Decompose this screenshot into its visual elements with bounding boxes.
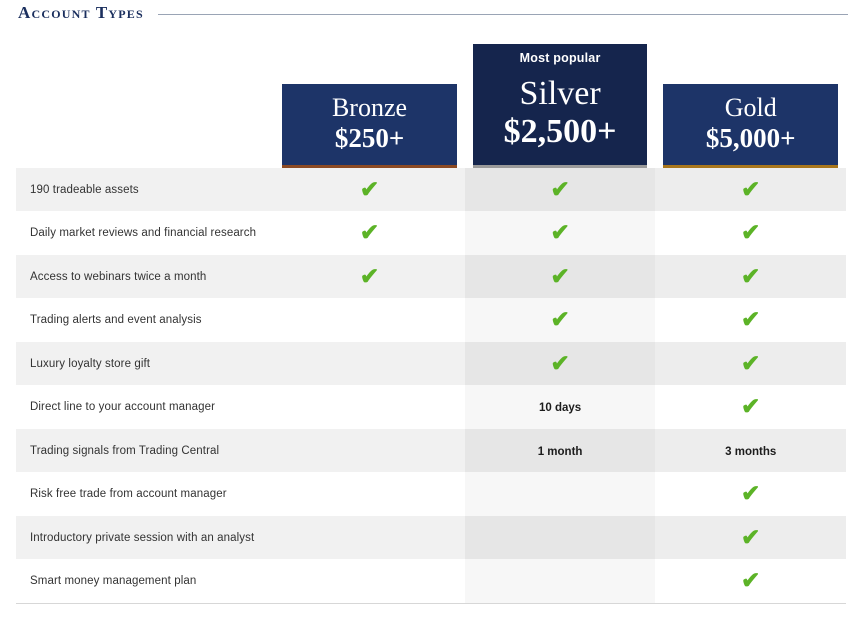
feature-cell-bronze — [274, 429, 465, 473]
plan-underline-bronze — [282, 165, 457, 168]
table-row — [16, 385, 846, 429]
feature-cell-bronze — [274, 298, 465, 342]
feature-cell-gold — [655, 342, 846, 386]
feature-cell-silver — [465, 429, 656, 473]
feature-cell-silver — [465, 298, 656, 342]
feature-label: 190 tradeable assets — [16, 168, 274, 212]
feature-cell-gold — [655, 385, 846, 429]
check-icon: ✔ — [741, 567, 761, 594]
feature-cell-bronze — [274, 385, 465, 429]
feature-label: Direct line to your account manager — [16, 385, 274, 429]
check-icon: ✔ — [741, 393, 761, 420]
pricing-table-section — [0, 26, 864, 604]
feature-cell-gold — [655, 429, 846, 473]
plans-table — [16, 44, 846, 603]
check-icon: ✔ — [741, 175, 761, 202]
page-header — [0, 0, 864, 26]
plan-price-silver: $2,500+ — [503, 112, 617, 150]
plan-name-gold: Gold — [724, 93, 777, 123]
feature-cell-silver — [465, 385, 656, 429]
feature-cell-bronze — [274, 168, 465, 212]
feature-cell-gold — [655, 255, 846, 299]
feature-value-text: 1 month — [537, 445, 583, 458]
check-icon: ✔ — [359, 219, 380, 246]
feature-cell-bronze — [274, 472, 465, 516]
table-row — [16, 255, 846, 299]
feature-cell-gold — [655, 298, 846, 342]
feature-rows — [16, 168, 846, 603]
page-title: Account Types — [18, 3, 144, 22]
feature-cell-gold — [655, 516, 846, 560]
plan-name-silver: Silver — [519, 75, 601, 112]
plan-header-bronze[interactable] — [274, 44, 465, 168]
feature-cell-silver — [465, 255, 656, 299]
check-icon: ✔ — [550, 175, 570, 202]
feature-column-header — [16, 44, 274, 168]
plan-name-bronze: Bronze — [331, 93, 408, 123]
table-row — [16, 472, 846, 516]
plan-price-bronze: $250+ — [334, 122, 405, 153]
plan-price-gold: $5,000+ — [705, 122, 796, 153]
plan-underline-silver — [473, 165, 648, 168]
feature-cell-gold — [655, 472, 846, 516]
check-icon: ✔ — [550, 349, 570, 376]
table-row — [16, 211, 846, 255]
feature-cell-bronze — [274, 342, 465, 386]
feature-label: Access to webinars twice a month — [16, 255, 274, 299]
check-icon: ✔ — [550, 219, 570, 246]
feature-cell-bronze — [274, 559, 465, 603]
table-row — [16, 342, 846, 386]
feature-label: Daily market reviews and financial research — [16, 211, 274, 255]
check-icon: ✔ — [550, 306, 570, 333]
feature-cell-bronze — [274, 211, 465, 255]
feature-label: Introductory private session with an analyst — [16, 516, 274, 560]
table-row — [16, 516, 846, 560]
plan-header-gold[interactable] — [655, 44, 846, 168]
plan-header-silver[interactable] — [465, 44, 656, 168]
feature-value-text: 3 months — [725, 445, 777, 458]
check-icon: ✔ — [550, 262, 570, 289]
feature-cell-gold — [655, 211, 846, 255]
check-icon: ✔ — [741, 523, 761, 550]
feature-cell-silver — [465, 559, 656, 603]
feature-cell-silver — [465, 342, 656, 386]
feature-cell-silver — [465, 472, 656, 516]
check-icon: ✔ — [741, 219, 761, 246]
feature-value-text: 10 days — [538, 402, 582, 415]
feature-label: Risk free trade from account manager — [16, 472, 274, 516]
feature-cell-silver — [465, 516, 656, 560]
feature-cell-bronze — [274, 516, 465, 560]
feature-label: Luxury loyalty store gift — [16, 342, 274, 386]
table-row — [16, 429, 846, 473]
feature-cell-bronze — [274, 255, 465, 299]
check-icon: ✔ — [359, 175, 380, 202]
plans-table-header — [16, 44, 846, 168]
table-row — [16, 168, 846, 212]
most-popular-badge: Most popular — [473, 44, 648, 72]
feature-cell-gold — [655, 559, 846, 603]
feature-cell-silver — [465, 168, 656, 212]
table-bottom-divider — [16, 603, 846, 604]
title-divider — [158, 14, 848, 15]
check-icon: ✔ — [741, 480, 761, 507]
check-icon: ✔ — [359, 262, 380, 289]
feature-label: Trading signals from Trading Central — [16, 429, 274, 473]
check-icon: ✔ — [741, 262, 761, 289]
feature-cell-silver — [465, 211, 656, 255]
table-row — [16, 559, 846, 603]
plan-underline-gold — [663, 165, 838, 168]
check-icon: ✔ — [741, 306, 761, 333]
feature-label: Trading alerts and event analysis — [16, 298, 274, 342]
feature-label: Smart money management plan — [16, 559, 274, 603]
check-icon: ✔ — [741, 349, 761, 376]
feature-cell-gold — [655, 168, 846, 212]
table-row — [16, 298, 846, 342]
